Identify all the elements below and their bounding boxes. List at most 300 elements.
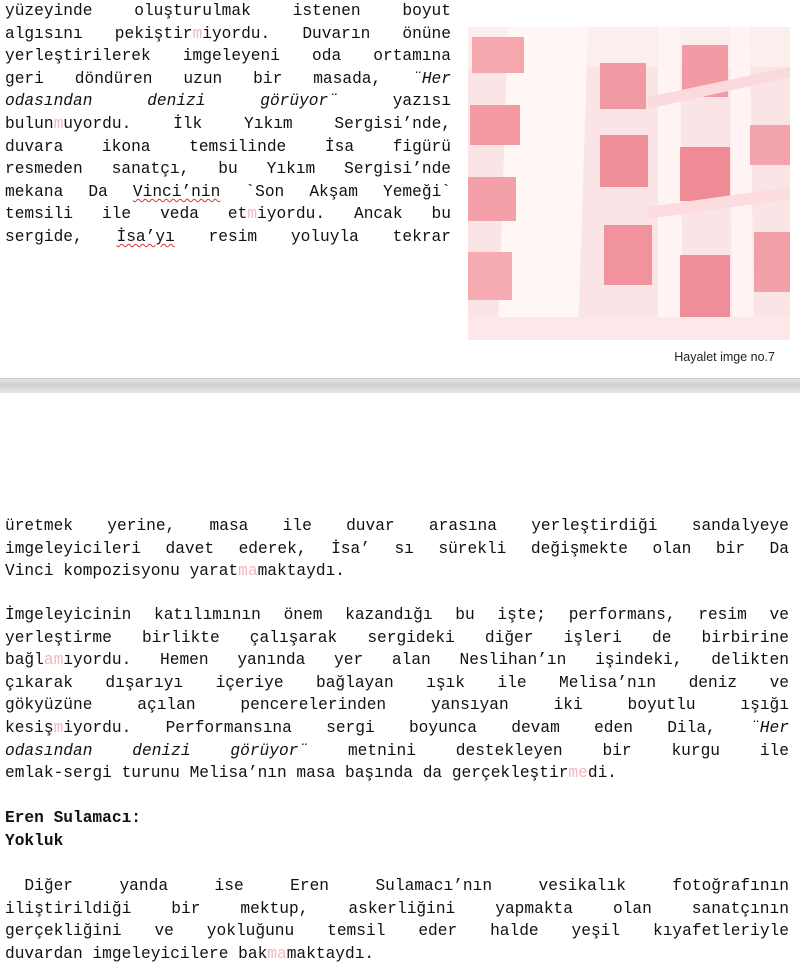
word: [5, 627, 112, 650]
text-line: [5, 68, 451, 91]
word: [770, 672, 789, 695]
word: [426, 672, 465, 695]
word-part: metnini: [347, 741, 416, 760]
word-part: içeriye: [215, 673, 284, 692]
word-part: devam: [511, 718, 560, 737]
word-part: resmeden: [5, 160, 83, 179]
word: [716, 538, 745, 561]
word-part: Neslihan’ın: [459, 651, 567, 670]
word-part: yeşil: [571, 922, 621, 941]
ghost-letters: am: [43, 651, 64, 670]
word: [237, 649, 305, 672]
word: [313, 68, 381, 91]
word: [88, 181, 107, 204]
word: [5, 158, 83, 181]
text-line: [5, 694, 789, 717]
word: [325, 136, 354, 159]
word-part: bir: [253, 69, 283, 88]
word: [5, 717, 131, 740]
document-page-2: [0, 393, 800, 969]
word-part: Sergisi’nde: [344, 160, 451, 179]
word: [495, 898, 573, 921]
word: [5, 0, 92, 23]
word: [354, 203, 403, 226]
text-line: [5, 23, 451, 46]
word-part: üretmek: [5, 517, 73, 535]
word-part: iliştirildiği: [5, 899, 132, 918]
word-part: alan: [391, 651, 431, 670]
word-part: ile: [497, 673, 527, 692]
word: [456, 740, 563, 763]
word: [5, 875, 73, 898]
word: [107, 515, 175, 538]
word: [309, 181, 358, 204]
word-part: yokluğunu: [206, 922, 295, 941]
word-part: İsa: [324, 137, 355, 156]
text-line: [5, 45, 451, 68]
word-part: maktaydı.: [257, 562, 346, 581]
word: [345, 604, 432, 627]
word: [5, 136, 63, 159]
word: [367, 627, 454, 650]
word: [132, 740, 190, 763]
ghost-letters: ma: [267, 944, 287, 963]
text-line: [5, 740, 789, 763]
word-part: Sulamacı’nın: [375, 877, 493, 895]
word: [240, 694, 386, 717]
text-line: [5, 90, 451, 113]
word: [228, 203, 325, 226]
word: [653, 920, 789, 943]
word: [459, 649, 566, 672]
word-part: bu: [431, 205, 451, 224]
text-line: [5, 649, 789, 672]
word-part: yerleştirilerek: [5, 47, 151, 66]
word: [564, 627, 622, 650]
word: [283, 515, 312, 538]
word-part: bağl: [5, 651, 44, 670]
word: [539, 875, 626, 898]
heading-author: Eren Sulamacı:: [5, 809, 141, 827]
word: [5, 203, 73, 226]
text-column: [5, 0, 451, 249]
word-part: ve: [769, 606, 789, 624]
word: [531, 538, 628, 561]
word: [5, 672, 73, 695]
text-line: [5, 875, 789, 898]
word: [497, 604, 546, 627]
text-line-last: [5, 762, 789, 785]
paragraph-3: [5, 875, 789, 965]
text-line: [5, 898, 789, 921]
section-heading: [5, 807, 789, 852]
word-part: kesiş: [5, 718, 54, 737]
word-part: temsili: [5, 205, 73, 224]
word: [326, 717, 375, 740]
word-part: Yemeği`: [383, 182, 451, 201]
word: [394, 538, 413, 561]
word-part: ile: [101, 205, 132, 224]
word-part: Dila,: [667, 718, 716, 737]
document-page-1: [0, 0, 800, 378]
word: [173, 113, 202, 136]
word: [429, 515, 497, 538]
word-part: sürekli: [438, 539, 507, 558]
text-line: [5, 0, 451, 23]
word: [455, 604, 474, 627]
word: [602, 740, 631, 763]
word-part: istenen: [292, 2, 361, 20]
word-part: pencerelerinden: [240, 696, 387, 715]
page-break-divider: [0, 378, 800, 394]
word: [244, 113, 293, 136]
word-part: Eren: [290, 877, 329, 895]
word: [348, 898, 455, 921]
word: [293, 0, 361, 23]
word: [5, 740, 92, 763]
word: [189, 136, 286, 159]
word-part: bir: [171, 899, 201, 918]
word-part: İsa’yı: [116, 227, 175, 246]
word-part: Da: [88, 182, 108, 201]
word: [412, 68, 451, 91]
word-part: Duvarın: [302, 24, 371, 43]
word-part: katılımının: [154, 606, 261, 624]
word-part: işleri: [563, 628, 622, 647]
word: [5, 90, 92, 113]
word-part: duvardan imgeleyicilere bak: [5, 944, 268, 963]
word-part: uzun: [183, 69, 223, 88]
photo-caption: Hayalet imge no.7: [674, 350, 775, 364]
word: [511, 717, 560, 740]
text-line: [5, 538, 789, 561]
word: [302, 23, 370, 46]
word: [628, 694, 696, 717]
text-line: [5, 515, 789, 538]
word: [5, 898, 131, 921]
word: [267, 158, 316, 181]
word-part: deniz: [688, 673, 738, 692]
word: [689, 672, 738, 695]
word: [260, 90, 338, 113]
word: [5, 649, 131, 672]
word-part: pekiştir: [114, 24, 193, 43]
heading-title: Yokluk: [5, 831, 64, 850]
word-part: algısını: [5, 24, 83, 43]
word: [497, 672, 526, 695]
word: [312, 45, 341, 68]
word-part: ve: [769, 673, 789, 692]
word: [346, 515, 395, 538]
ghost-image-photo: [468, 27, 790, 340]
word-part: Sergisi’nde,: [334, 114, 451, 133]
word: [102, 136, 151, 159]
word-part: iyordu.: [63, 718, 132, 737]
text-line: [5, 158, 451, 181]
word-part: emlak-sergi turunu Melisa’nın masa başında da gerçekleştir: [5, 764, 569, 783]
word: [245, 181, 284, 204]
word: [166, 717, 292, 740]
word: [485, 627, 534, 650]
word-part: yüzeyinde: [5, 2, 93, 20]
word: [316, 672, 394, 695]
word-part: boyut: [402, 2, 451, 20]
word-part: bu: [218, 160, 238, 179]
word-part: arasına: [428, 517, 497, 535]
word: [75, 68, 153, 91]
word-part: davet: [165, 539, 215, 558]
word: [5, 45, 151, 68]
word-part: yerleştirme: [5, 628, 112, 647]
text-line-last: [5, 943, 789, 966]
word: [154, 604, 261, 627]
word-part: sı: [394, 539, 414, 558]
word: [554, 694, 583, 717]
word: [230, 740, 308, 763]
word-part: denizi: [132, 741, 191, 760]
word: [166, 538, 215, 561]
word-part: duvar: [346, 517, 395, 535]
word-part: çıkarak: [5, 673, 73, 692]
word: [531, 515, 657, 538]
word: [147, 90, 205, 113]
word-part: odasından: [5, 741, 93, 760]
word-part: Vinci’nin: [132, 182, 221, 201]
word: [334, 649, 363, 672]
word: [137, 694, 195, 717]
word-part: ¨Her: [412, 69, 451, 88]
word-part: yapmakta: [495, 899, 573, 918]
word: [160, 203, 199, 226]
word-part: İmgeleyicinin: [5, 606, 132, 624]
text-line: [5, 136, 451, 159]
word-part: oluşturulmak: [134, 2, 251, 20]
word-part: mekana: [5, 182, 64, 201]
word-part: iyordu.: [202, 24, 271, 43]
word: [115, 23, 270, 46]
paragraph-2: [5, 604, 789, 785]
word-part: yanında: [237, 651, 306, 670]
word-part: sandalyeye: [691, 517, 789, 535]
word: [5, 945, 374, 963]
word: [218, 158, 237, 181]
word: [409, 717, 477, 740]
word: [183, 45, 280, 68]
word-part: askerliğini: [348, 899, 456, 918]
word-part: görüyor¨: [260, 92, 338, 111]
word: [171, 898, 200, 921]
word: [183, 68, 222, 91]
word: [667, 717, 716, 740]
word-part: resim: [208, 227, 258, 246]
text-line: [5, 226, 451, 249]
word-part: ortamına: [373, 47, 451, 66]
word-part: bu: [455, 606, 475, 624]
word: [402, 23, 451, 46]
word-part: ile: [759, 741, 789, 760]
word: [393, 136, 451, 159]
word: [740, 694, 789, 717]
word-part: masada,: [313, 69, 382, 88]
word: [5, 764, 617, 782]
word: [112, 158, 190, 181]
word-part: önüne: [402, 24, 451, 43]
word-part: ile: [282, 517, 312, 535]
text-line-last: [5, 560, 789, 583]
word: [698, 604, 747, 627]
word: [215, 875, 244, 898]
word-part: sergideki: [367, 628, 455, 647]
word-part: ise: [214, 877, 244, 895]
word-part: resim: [698, 606, 747, 624]
word-part: Ancak: [353, 205, 403, 224]
word-part: odasından: [5, 92, 93, 111]
word: [393, 226, 451, 249]
word-part: yazısı: [392, 92, 451, 111]
word-part: diğer: [484, 628, 534, 647]
word: [142, 627, 220, 650]
word-part: olan: [652, 539, 692, 558]
word-part: duvara: [5, 137, 64, 156]
word: [5, 515, 73, 538]
word: [250, 627, 337, 650]
word-part: denizi: [147, 92, 206, 111]
word: [572, 920, 621, 943]
word: [559, 672, 656, 695]
word-part: görüyor¨: [230, 741, 309, 760]
word: [5, 113, 131, 136]
word: [348, 740, 416, 763]
word-part: yer: [334, 651, 364, 670]
word: [5, 68, 44, 91]
ghost-letters: m: [247, 205, 258, 224]
word-part: Hemen: [160, 651, 209, 670]
word-part: Yıkım: [244, 114, 293, 133]
word: [5, 920, 122, 943]
word: [431, 694, 509, 717]
word: [239, 538, 307, 561]
word: [5, 694, 92, 717]
word-part: yerine,: [107, 517, 176, 535]
word-part: bağlayan: [315, 673, 394, 692]
word-part: uyordu.: [63, 114, 132, 133]
word: [331, 538, 370, 561]
word: [770, 604, 789, 627]
word: [116, 226, 174, 249]
word: [692, 898, 789, 921]
word: [154, 920, 173, 943]
word-part: temsil: [327, 922, 386, 941]
word: [5, 226, 83, 249]
word-part: oda: [312, 47, 342, 66]
word: [344, 158, 451, 181]
word: [692, 515, 789, 538]
word-part: gerçekliğini: [5, 922, 122, 941]
word-part: sanatçının: [691, 899, 789, 918]
word-part: halde: [490, 922, 539, 941]
text-line: [5, 113, 451, 136]
word-part: yanda: [119, 877, 169, 895]
word-part: bir: [602, 741, 632, 760]
word: [5, 181, 63, 204]
word-part: Yıkım: [266, 160, 316, 179]
word: [105, 672, 183, 695]
word-part: de: [651, 628, 672, 647]
word: [613, 898, 652, 921]
word: [653, 538, 692, 561]
word: [327, 920, 385, 943]
paragraph-1: [5, 515, 789, 583]
word: [5, 562, 345, 580]
word-part: imgeleyicileri: [5, 539, 141, 558]
word: [5, 604, 131, 627]
word: [393, 90, 451, 113]
word-part: masa: [209, 517, 249, 535]
word-part: sergide,: [5, 227, 83, 246]
word: [119, 875, 168, 898]
word: [432, 203, 451, 226]
ghost-letters: me: [568, 764, 588, 783]
word: [711, 649, 789, 672]
word: [375, 875, 492, 898]
word-part: boyutlu: [627, 696, 696, 715]
word-part: Da: [769, 539, 789, 558]
word-part: ışık: [426, 673, 465, 692]
word-part: et: [227, 205, 248, 224]
word-part: değişmekte: [530, 539, 629, 558]
word-part: iki: [553, 696, 583, 715]
word-part: tekrar: [392, 227, 451, 246]
word-part: imgeleyeni: [182, 47, 280, 66]
word: [402, 0, 451, 23]
word: [652, 627, 671, 650]
word: [671, 740, 720, 763]
ghost-letters: m: [53, 718, 64, 737]
word-part: di.: [587, 764, 618, 783]
word: [392, 649, 431, 672]
word-part: ederek,: [238, 539, 307, 558]
word-part: bulun: [5, 114, 54, 133]
word-part: temsilinde: [189, 137, 287, 156]
word: [5, 538, 141, 561]
word: [134, 0, 251, 23]
word-part: kıyafetleriyle: [653, 922, 789, 941]
text-line: [5, 672, 789, 695]
word-part: ikona: [101, 137, 151, 156]
word-part: yoluyla: [290, 227, 359, 246]
word-part: döndüren: [74, 69, 153, 88]
word-part: ve: [154, 922, 174, 941]
text-line: [5, 604, 789, 627]
word: [383, 181, 451, 204]
word-part: olan: [612, 899, 652, 918]
word-part: vesikalık: [538, 877, 626, 895]
word-part: figürü: [392, 137, 451, 156]
text-line: [5, 627, 789, 650]
word-part: çalışarak: [249, 628, 338, 647]
word: [240, 898, 308, 921]
word-part: yerleştirdiği: [531, 517, 658, 535]
word: [160, 649, 209, 672]
word: [770, 538, 789, 561]
word-part: İsa’: [331, 539, 370, 558]
word: [672, 875, 789, 898]
word-part: Diğer: [5, 877, 73, 895]
word: [595, 649, 682, 672]
word-part: bir: [715, 539, 746, 558]
word-part: sergi: [326, 718, 375, 737]
word-part: Akşam: [309, 182, 358, 201]
